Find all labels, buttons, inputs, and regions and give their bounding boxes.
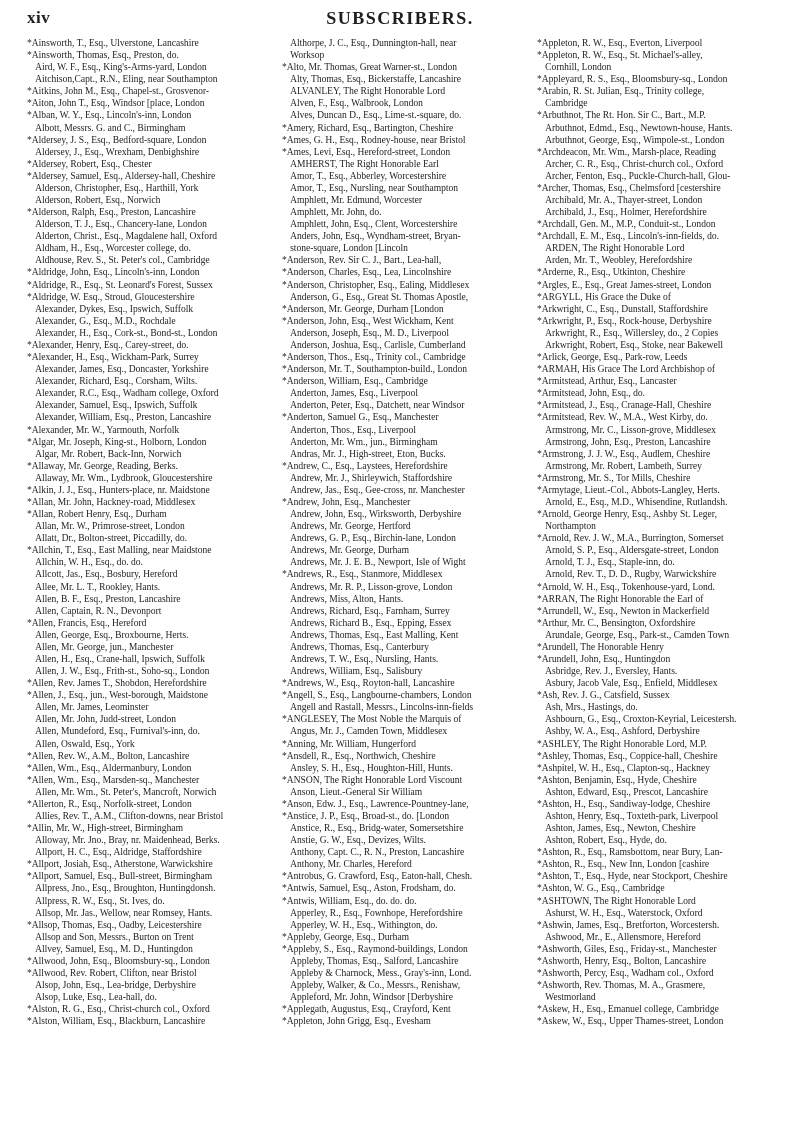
subscriber-entry: *Anderson, John, Esq., West Wickham, Kent [282,315,454,327]
subscriber-entry: Asbridge, Rev. J., Eversley, Hants. [545,666,678,678]
subscriber-entry: Anthony, Capt. C., R. N., Preston, Lancashire [290,847,465,859]
subscriber-entry: Allport, H. C., Esq., Aldridge, Staffordshire [35,847,202,859]
subscriber-entry: *Alban, W. Y., Esq., Lincoln's-inn, London [27,110,192,122]
subscriber-entry: *Andrew, John, Esq., Manchester [282,496,411,508]
subscriber-entry: Allen, Oswald, Esq., York [35,738,135,750]
subscriber-entry: *Alston, William, Esq., Blackburn, Lancashire [27,1016,206,1028]
subscriber-entry: Allen, Mr. Wm., St. Peter's, Mancroft, Norwich [35,786,217,798]
subscriber-column-left [27,38,271,1142]
subscriber-entry: Amor, T., Esq., Abberley, Worcestershire [290,170,447,182]
subscriber-entry: Ashton, Robert, Esq., Hyde, do. [545,835,667,847]
subscriber-entry: Alexander, R.C., Esq., Wadham college, Oxford [35,388,219,400]
subscriber-entry: Anderson, G., Esq., Great St. Thomas Apostle, [290,291,469,303]
subscriber-entry: Alderson, T. J., Esq., Chancery-lane, London [35,219,207,231]
subscriber-entry: *Ames, G. H., Esq., Rodney-house, near Bristol [282,134,466,146]
subscriber-entry: *Ashton, R., Esq., Ramsbottom, near Bury, Lan- [537,847,723,859]
subscriber-entry: *Anderson, Charles, Esq., Lea, Lincolnshire [282,267,452,279]
subscriber-entry: *Archdall, Gen. M., M.P., Conduit-st., London [537,219,716,231]
subscriber-entry: Allen, B. F., Esq., Preston, Lancashire [35,593,181,605]
subscriber-entry: *Askew, H., Esq., Emanuel college, Cambridge [537,1004,719,1016]
subscriber-entry: *Alexander, Mr. W., Yarmouth, Norfolk [27,424,180,436]
subscriber-entry: Allcott, Jas., Esq., Bosbury, Hereford [35,569,178,581]
subscriber-entry: Alexander, Richard, Esq., Corsham, Wilts. [35,376,198,388]
subscriber-entry: Andrews, T. W., Esq., Nursling, Hants. [290,653,439,665]
subscriber-entry: Andrews, Miss, Alton, Hants. [290,593,404,605]
subscriber-entry: Allen, George, Esq., Broxbourne, Herts. [35,629,189,641]
subscriber-entry: Arden, Mr. T., Weobley, Herefordshire [545,255,693,267]
subscriber-entry: Allen, Mundeford, Esq., Furnival's-inn, do. [35,726,200,738]
subscriber-entry: *Askew, W., Esq., Upper Thames-street, London [537,1016,724,1028]
subscriber-entry: Anstie, G. W., Esq., Devizes, Wilts. [290,835,426,847]
subscriber-entry: *Allen, Wm., Esq., Aldermanbury, London [27,762,192,774]
subscriber-entry: *Armstrong, Mr. S., Tor Mills, Cheshire [537,472,691,484]
subscriber-entry: *Ashpitel, W. H., Esq., Clapton-sq., Hackney [537,762,710,774]
subscriber-entry: Alves, Duncan D., Esq., Lime-st.-square, do. [290,110,462,122]
subscriber-entry: *Andrew, C., Esq., Laystees, Herefordshire [282,460,448,472]
subscriber-entry: *Ash, Rev. J. G., Catsfield, Sussex [537,690,670,702]
subscriber-entry: *Alto, Mr. Thomas, Great Warner-st., London [282,62,458,74]
subscriber-entry: Arnold, S. P., Esq., Aldersgate-street, London [545,545,719,557]
subscriber-entry: Amphlett, Mr. John, do. [290,207,382,219]
subscriber-entry: Armstrong, Mr. C., Lisson-grove, Middlesex [545,424,716,436]
subscriber-entry: Anderton, Thos., Esq., Liverpool [290,424,416,436]
subscriber-entry: *Antrobus, G. Crawford, Esq., Eaton-hall, Chesh. [282,871,473,883]
subscriber-entry: Amphlett, John, Esq., Clent, Worcestershire [290,219,458,231]
subscriber-entry: Anderson, Joshua, Esq., Carlisle, Cumberland [290,339,466,351]
subscriber-entry: Andrew, John, Esq., Wirksworth, Derbyshire [290,509,462,521]
subscriber-entry: *Ainsworth, Thomas, Esq., Preston, do. [27,50,179,62]
subscriber-columns [27,38,781,1142]
subscriber-entry: *Armstrong, J. J. W., Esq., Audlem, Cheshire [537,448,711,460]
subscriber-entry: Ashton, Henry, Esq., Toxteth-park, Liverpool [545,811,719,822]
subscriber-entry: Alexander, G., Esq., M.D., Rochdale [35,315,176,327]
subscriber-entry: Ashton, James, Esq., Newton, Cheshire [545,823,696,835]
subscriber-entry: *Antwis, William, Esq., do. do. do. [282,895,417,907]
subscriber-entry: Worksop [290,50,325,62]
subscriber-entry: *Armitstead, Rev. W., M.A., West Kirby, do. [537,412,708,424]
subscriber-entry: Appleby, Thomas, Esq., Salford, Lancashire [290,955,459,967]
subscriber-entry: Allaway, Mr. Wm., Lydbrook, Gloucestershire [35,472,213,484]
subscriber-entry: Andrews, Thomas, Esq., East Malling, Kent [290,629,459,641]
subscriber-entry: *Aldridge, John, Esq., Lincoln's-inn, London [27,267,200,279]
subscriber-entry: *Allport, Josiah, Esq., Atherstone, Warwickshire [27,859,213,871]
subscriber-entry: Allen, Mr. George, jun., Manchester [35,641,174,653]
subscriber-entry: *Allwood, John, Esq., Bloomsbury-sq., London [27,955,210,967]
subscriber-entry: Andrews, Mr. George, Durham [290,545,410,557]
subscriber-entry: Alven, F., Esq., Walbrook, London [290,98,423,110]
subscriber-entry: Alty, Thomas, Esq., Bickerstaffe, Lancashire [290,74,461,86]
subscriber-entry: *Aldridge, W. Esq., Stroud, Gloucestershire [27,291,195,303]
subscriber-entry: *Arnold, George Henry, Esq., Ashby St. Leger, [537,509,717,521]
subscriber-entry: *Armitstead, J., Esq., Cranage-Hall, Cheshire [537,400,712,412]
subscriber-entry: Allen, Captain, R. N., Devonport [35,605,162,617]
subscriber-entry: *Anderson, Mr. George, Durham [London [282,303,444,315]
subscriber-entry: Arbuthnot, George, Esq., Wimpole-st., London [545,134,725,146]
subscriber-entry: Ashby, W. A., Esq., Ashford, Derbyshire [545,726,700,738]
subscriber-entry: *Allan, Mr. John, Hackney-road, Middlesex [27,496,196,508]
subscriber-entry: *Arbuthnot, The Rt. Hon. Sir C., Bart., M.P. [537,110,706,122]
subscriber-entry: *Allsop, Thomas, Esq., Oadby, Leicestershire [27,919,202,931]
subscriber-entry: *Allen, Rev. W., A.M., Bolton, Lancashire [27,750,190,762]
subscriber-entry: Archibald, J., Esq., Holmer, Herefordshire [545,207,707,219]
subscriber-entry: Allsop and Son, Messrs., Burton on Trent [35,931,194,943]
subscriber-entry: Alderton, Christ., Esq., Magdalene hall, Oxford [35,231,218,243]
subscriber-entry: Ashton, Edward, Esq., Prescot, Lancashire [545,786,708,798]
page-number: xiv [27,8,51,27]
subscriber-entry: *Arthur, Mr. C., Bensington, Oxfordshire [537,617,696,629]
subscriber-entry: *Allport, Samuel, Esq., Bull-street, Birmingham [27,871,213,883]
subscriber-entry: *ARRAN, The Right Honorable the Earl of [537,593,704,605]
page-header [0,4,800,36]
subscriber-entry: *Ashton, T., Esq., Hyde, near Stockport, Cheshire [537,871,728,883]
subscriber-entry: *Anderson, Thos., Esq., Trinity col., Cambridge [282,352,466,364]
subscriber-entry: *Allen, Francis, Esq., Hereford [27,617,147,629]
subscriber-entry: Ashwood, Mr., E., Allensmore, Hereford [545,931,701,943]
subscriber-entry: *Allan, Robert Henry, Esq., Durham [27,509,167,521]
subscriber-entry: Andrews, Mr. George, Hertford [290,521,411,533]
subscriber-entry: *Allen, J., Esq., jun., West-borough, Maidstone [27,690,208,702]
subscriber-entry: Asbury, Jacob Vale, Esq., Enfield, Middlesex [545,678,718,690]
subscriber-entry: Anderton, Peter, Esq., Datchett, near Windsor [290,400,465,412]
subscriber-entry: *Arabin, R. St. Julian, Esq., Trinity college, [537,86,705,98]
subscriber-entry: Ansley, S. H., Esq., Houghton-Hill, Hunts. [290,762,453,774]
subscriber-entry: *Anderton, Samuel G., Esq., Manchester [282,412,439,424]
subscriber-entry: *Anning, Mr. William, Hungerford [282,738,416,750]
subscriber-entry: *ANSON, The Right Honorable Lord Viscount [282,774,463,786]
subscriber-entry: *Amery, Richard, Esq., Bartington, Cheshire [282,122,454,134]
subscriber-entry: Anson, Lieut.-General Sir William [290,786,423,798]
subscriber-entry: Andrews, William, Esq., Salisbury [290,666,423,678]
subscriber-entry: Alexander, H., Esq., Cork-st., Bond-st., London [35,327,218,339]
subscriber-entry: Northampton [545,521,596,533]
subscriber-entry: Westmorland [545,992,596,1004]
subscriber-entry: *Arnold, Rev. J. W., M.A., Burrington, Somerset [537,533,724,545]
subscriber-entry: *Allerton, R., Esq., Norfolk-street, London [27,798,192,810]
subscriber-entry: AMHERST, The Right Honorable Earl [290,158,439,170]
subscriber-entry: Allpress, Jno., Esq., Broughton, Huntingdonsh. [35,883,216,895]
subscriber-entry: Aitchison,Capt., R.N., Eling, near Southampton [35,74,218,86]
subscriber-entry: *Allaway, Mr. George, Reading, Berks. [27,460,178,472]
subscriber-column-middle [282,38,526,1142]
subscriber-entry: *Appleby, S., Esq., Raymond-buildings, London [282,943,468,955]
subscriber-entry: Arkwright, Robert, Esq., Stoke, near Bakewell [545,339,724,351]
subscriber-entry: Aldersey, J., Esq., Wrexham, Denbighshire [35,146,200,158]
subscriber-entry: Archer, C. R., Esq., Christ-church col., Oxford [545,158,724,170]
subscriber-entry: Aldhouse, Rev. S., St. Peter's col., Cambridge [35,255,210,267]
subscriber-entry: ARDEN, The Right Honorable Lord [545,243,685,255]
subscriber-entry: Allen, Mr. John, Judd-street, London [35,714,176,726]
subscriber-entry: Allies, Rev. T., A.M., Clifton-downs, near Bristol [35,811,224,822]
subscriber-entry: *Archdeacon, Mr. Wm., Marsh-place, Reading [537,146,717,158]
subscriber-entry: Allen, Mr. James, Leominster [35,702,149,714]
subscriber-entry: *Anstice, J. P., Esq., Broad-st., do. [London [282,811,450,822]
subscriber-entry: Anstice, R., Esq., Bridg-water, Somersetshire [290,823,464,835]
subscriber-entry: *Ashton, R., Esq., New Inn, London [cashire [537,859,710,871]
subscriber-entry: Amor, T., Esq., Nursling, near Southampton [290,182,459,194]
subscriber-entry: Arkwright, R., Esq., Willersley, do., 2 Copies [545,327,719,339]
subscriber-entry: *Arnold, W. H., Esq., Tokenhouse-yard, Lond. [537,581,715,593]
subscriber-entry: *Anderson, William, Esq., Cambridge [282,376,428,388]
subscriber-entry: *Arundell, John, Esq., Huntingdon [537,653,671,665]
subscriber-entry: *Appleby, George, Esq., Durham [282,931,410,943]
subscriber-entry: *Ashworth, Rev. Thomas, M. A., Grasmere, [537,980,706,992]
subscriber-entry: Cambridge [545,98,588,110]
subscriber-entry: *ASHTOWN, The Right Honorable Lord [537,895,696,907]
subscriber-entry: Alloway, Mr. Jno., Bray, nr. Maidenhead, Berks. [35,835,220,847]
subscriber-entry: Alexander, Dykes, Esq., Ipswich, Suffolk [35,303,194,315]
subscriber-entry: *Ashworth, Percy, Esq., Wadham col., Oxford [537,968,714,980]
subscriber-entry: *Anderson, Christopher, Esq., Ealing, Middlesex [282,279,470,291]
subscriber-entry: Allsop, Mr. Jas., Wellow, near Romsey, Hants. [35,907,213,919]
subscriber-entry: *Argles, E., Esq., Great James-street, London [537,279,712,291]
subscriber-entry: Amphlett, Mr. Edmund, Worcester [290,195,423,207]
subscriber-entry: Andrews, Richard B., Esq., Epping, Essex [290,617,452,629]
subscriber-entry: *Ansdell, R., Esq., Northwich, Cheshire [282,750,436,762]
subscriber-entry: *Allwood, Rev. Robert, Clifton, near Bristol [27,968,197,980]
subscriber-entry: *Ashworth, Giles, Esq., Friday-st., Manchester [537,943,717,955]
subscriber-entry: stone-square, London [Lincoln [290,243,408,255]
subscriber-entry: *Ashton, W. G., Esq., Cambridge [537,883,665,895]
subscriber-entry: Andrews, Mr. R. P., Lisson-grove, London [290,581,453,593]
subscriber-entry: Arundale, George, Esq., Park-st., Camden Town [545,629,730,641]
subscriber-entry: Arnold, T. J., Esq., Staple-inn, do. [545,557,675,569]
subscriber-entry: Anderton, Mr. Wm., jun., Birmingham [290,436,438,448]
subscriber-entry: Arnold, Rev. T., D. D., Rugby, Warwickshire [545,569,717,581]
subscriber-entry: Alsop, Luke, Esq., Lea-hall, do. [35,992,157,1004]
subscriber-entry: *Arkwright, C., Esq., Dunstall, Staffordshire [537,303,708,315]
subscriber-entry: Andrews, Thomas, Esq., Canterbury [290,641,429,653]
subscriber-entry: Alexander, James, Esq., Doncaster, Yorkshire [35,364,209,376]
subscriber-entry: Appleby, Walker, & Co., Messrs., Renishaw, [290,980,461,992]
subscriber-entry: *Alderson, Ralph, Esq., Preston, Lancashire [27,207,196,219]
subscriber-entry: *Appleton, R. W., Esq., Everton, Liverpool [537,38,703,49]
subscriber-entry: *Arrundell, W., Esq., Newton in Mackerfield [537,605,710,617]
subscriber-entry: *Aldersey, J. S., Esq., Bedford-square, London [27,134,207,146]
subscriber-entry: Anderton, James, Esq., Liverpool [290,388,418,400]
subscriber-entry: Angell and Rastall, Messrs., Lincolns-inn-fields [290,702,474,714]
subscriber-entry: Angus, Mr. J., Camden Town, Middlesex [290,726,448,738]
subscriber-entry: Anthony, Mr. Charles, Hereford [290,859,412,871]
subscriber-entry: Apperley, R., Esq., Fownhope, Herefordshire [290,907,463,919]
subscriber-entry: Althorpe, J. C., Esq., Dunnington-hall, near [290,38,457,49]
subscriber-entry: ALVANLEY, The Right Honorable Lord [290,86,446,98]
subscriber-entry: *Appleton, John Grigg, Esq., Evesham [282,1016,431,1028]
subscriber-entry: Ash, Mrs., Hastings, do. [545,702,638,714]
subscriber-entry: Allee, Mr. L. T., Rookley, Hants. [35,581,161,593]
subscriber-entry: *Ashton, H., Esq., Sandiway-lodge, Cheshire [537,798,711,810]
subscriber-entry: *Anson, Edw. J., Esq., Lawrence-Pountney-lane, [282,798,469,810]
subscriber-entry: *Anderson, Rev. Sir C. J., Bart., Lea-hall, [282,255,442,267]
subscriber-entry: *Arderne, R., Esq., Utkinton, Cheshire [537,267,686,279]
subscriber-entry: Allvey, Samuel, Esq., M. D., Huntingdon [35,943,193,955]
subscriber-entry: *Andrews, W., Esq., Royton-hall, Lancashire [282,678,455,690]
subscriber-entry: *Ashwin, James, Esq., Bretforton, Worcestersh. [537,919,720,931]
subscriber-entry: *Aldridge, R., Esq., St. Leonard's Forest, Sussex [27,279,213,291]
subscriber-entry: *ARGYLL, His Grace the Duke of [537,291,671,303]
subscriber-entry: *Arkwright, P., Esq., Rock-house, Derbyshire [537,315,712,327]
subscriber-entry: Allan, Mr. W., Primrose-street, London [35,521,185,533]
subscriber-entry: *Appleyard, R. S., Esq., Bloomsbury-sq., London [537,74,728,86]
subscriber-entry: Apperley, W. H., Esq., Withington, do. [290,919,438,931]
subscriber-entry: Andrews, Mr. J. E. B., Newport, Isle of Wight [290,557,466,569]
subscriber-entry: Appleby & Charnock, Mess., Gray's-inn, Lond. [290,968,472,980]
subscriber-entry: Aird, W. F., Esq., King's-Arms-yard, London [35,62,207,74]
subscriber-entry: *Ashton, Benjamin, Esq., Hyde, Cheshire [537,774,697,786]
subscriber-entry: *ANGLESEY, The Most Noble the Marquis of [282,714,462,726]
subscriber-entry: Armstrong, John, Esq., Preston, Lancashire [545,436,711,448]
subscriber-entry: Andrew, Jas., Esq., Gee-cross, nr. Manchester [290,484,465,496]
subscriber-entry: *Armitstead, Arthur, Esq., Lancaster [537,376,677,388]
subscriber-entry: Allatt, Dr., Bolton-street, Piccadilly, do. [35,533,188,545]
subscriber-entry: Allen, H., Esq., Crane-hall, Ipswich, Suffolk [35,653,205,665]
subscriber-entry: *Alkin, J. J., Esq., Hunters-place, nr. Maidstone [27,484,210,496]
subscriber-entry: *Arundell, The Honorable Henry [537,641,664,653]
subscriber-entry: Allchin, W. H., Esq., do. do. [35,557,143,569]
subscriber-entry: Andras, Mr. J., High-street, Eton, Bucks. [290,448,446,460]
subscriber-entry: Algar, Mr. Robert, Back-Inn, Norwich [35,448,182,460]
subscriber-entry: *Applegath, Augustus, Esq., Crayford, Kent [282,1004,451,1016]
subscriber-entry: Archer, Fenton, Esq., Puckle-Church-hall, Glou- [545,170,731,182]
subscriber-entry: Anderson, Joseph, Esq., M. D., Liverpool [290,327,449,339]
subscriber-entry: Aldham, H., Esq., Worcester college, do. [35,243,191,255]
subscriber-entry: *Appleton, R. W., Esq., St. Michael's-alley, [537,50,703,62]
subscriber-entry: Andrew, Mr. J., Shirleywich, Staffordshire [290,472,453,484]
subscriber-entry: *Archdall, E. M., Esq., Lincoln's-inn-fields, do. [537,231,720,243]
subscriber-entry: Alexander, William, Esq., Preston, Lancashire [35,412,212,424]
subscriber-entry: Alexander, Samuel, Esq., Ipswich, Suffolk [35,400,198,412]
subscriber-entry: *Algar, Mr. Joseph, King-st., Holborn, London [27,436,207,448]
subscriber-entry: *Armytage, Lieut.-Col., Abbots-Langley, Herts. [537,484,720,496]
subscriber-entry: Armstrong, Mr. Robert, Lambeth, Surrey [545,460,702,472]
subscriber-entry: *Allin, Mr. W., High-street, Birmingham [27,823,183,835]
subscriber-entry: Andrews, Richard, Esq., Farnham, Surrey [290,605,450,617]
subscriber-entry: Alsop, John, Esq., Lea-bridge, Derbyshire [35,980,196,992]
subscriber-entry: Ashbourn, G., Esq., Croxton-Keyrial, Leicestersh. [545,714,737,726]
subscriber-entry: *Armitstead, John, Esq., do. [537,388,646,400]
subscriber-entry: Andrews, G. P., Esq., Birchin-lane, London [290,533,456,545]
subscriber-entry: *Ainsworth, T., Esq., Ulverstone, Lancashire [27,38,199,49]
subscriber-entry: *Anderson, Mr. T., Southampton-build., London [282,364,468,376]
subscriber-entry: Alderson, Christopher, Esq., Harthill, York [35,182,199,194]
subscriber-entry: Albott, Messrs. G. and C., Birmingham [35,122,186,134]
subscriber-entry: *Antwis, Samuel, Esq., Aston, Frodsham, do. [282,883,456,895]
subscriber-entry: *Aitkins, John M., Esq., Chapel-st., Grosvenor- [27,86,210,98]
subscriber-entry: *Alexander, Henry, Esq., Carey-street, do. [27,339,189,351]
subscriber-entry: *Allen, Rev. James T., Shobdon, Herefordshire [27,678,207,690]
subscriber-entry: *Allen, Wm., Esq., Marsden-sq., Manchester [27,774,200,786]
subscriber-entry: Arnold, E., Esq., M.D., Whisendine, Rutlandsh. [545,496,728,508]
subscriber-entry: Allen, J. W., Esq., Frith-st., Soho-sq., London [35,666,210,678]
subscriber-column-right [537,38,781,1142]
subscriber-entry: *Ames, Levi, Esq., Hereford-street, London [282,146,451,158]
subscriber-entry: *Aldersey, Samuel, Esq., Aldersey-hall, Cheshire [27,170,216,182]
subscriber-entry: *ASHLEY, The Right Honorable Lord, M.P. [537,738,707,750]
subscriber-entry: Archibald, Mr. A., Thayer-street, London [545,195,703,207]
subscriber-entry: Appleford, Mr. John, Windsor [Derbyshire [290,992,453,1004]
subscriber-entry: *Angell, S., Esq., Langbourne-chambers, London [282,690,472,702]
subscriber-entry: *Ashley, Thomas, Esq., Coppice-hall, Cheshire [537,750,718,762]
subscriber-entry: *Ashworth, Henry, Esq., Bolton, Lancashire [537,955,707,967]
subscriber-entry: *Andrews, R., Esq., Stanmore, Middlesex [282,569,443,581]
subscriber-entry: Alderson, Robert, Esq., Norwich [35,195,161,207]
subscriber-entry: Anders, John, Esq., Wyndham-street, Bryan- [290,231,461,243]
subscriber-entry: *Alston, R. G., Esq., Christ-church col., Oxford [27,1004,210,1016]
subscriber-entry: *Allchin, T., Esq., East Malling, near Maidstone [27,545,212,557]
subscriber-entry: *Archer, Thomas, Esq., Chelmsford [cestershire [537,182,721,194]
subscriber-entry: *Alexander, H., Esq., Wickham-Park, Surrey [27,352,199,364]
subscriber-entry: *Aiton, John T., Esq., Windsor [place, London [27,98,205,110]
subscriber-entry: Ashurst, W. H., Esq., Waterstock, Oxford [545,907,703,919]
subscriber-entry: *ARMAH, His Grace The Lord Archbishop of [537,364,716,376]
subscriber-entry: *Aldersey, Robert, Esq., Chester [27,158,152,170]
page-title: SUBSCRIBERS. [326,8,474,28]
subscriber-entry: *Arlick, George, Esq., Park-row, Leeds [537,352,688,364]
subscriber-entry: Cornhill, London [545,62,612,74]
subscriber-entry: Arbuthnot, Edmd., Esq., Newtown-house, Hants. [545,122,733,134]
subscriber-entry: Allpress, R. W., Esq., St. Ives, do. [35,895,165,907]
